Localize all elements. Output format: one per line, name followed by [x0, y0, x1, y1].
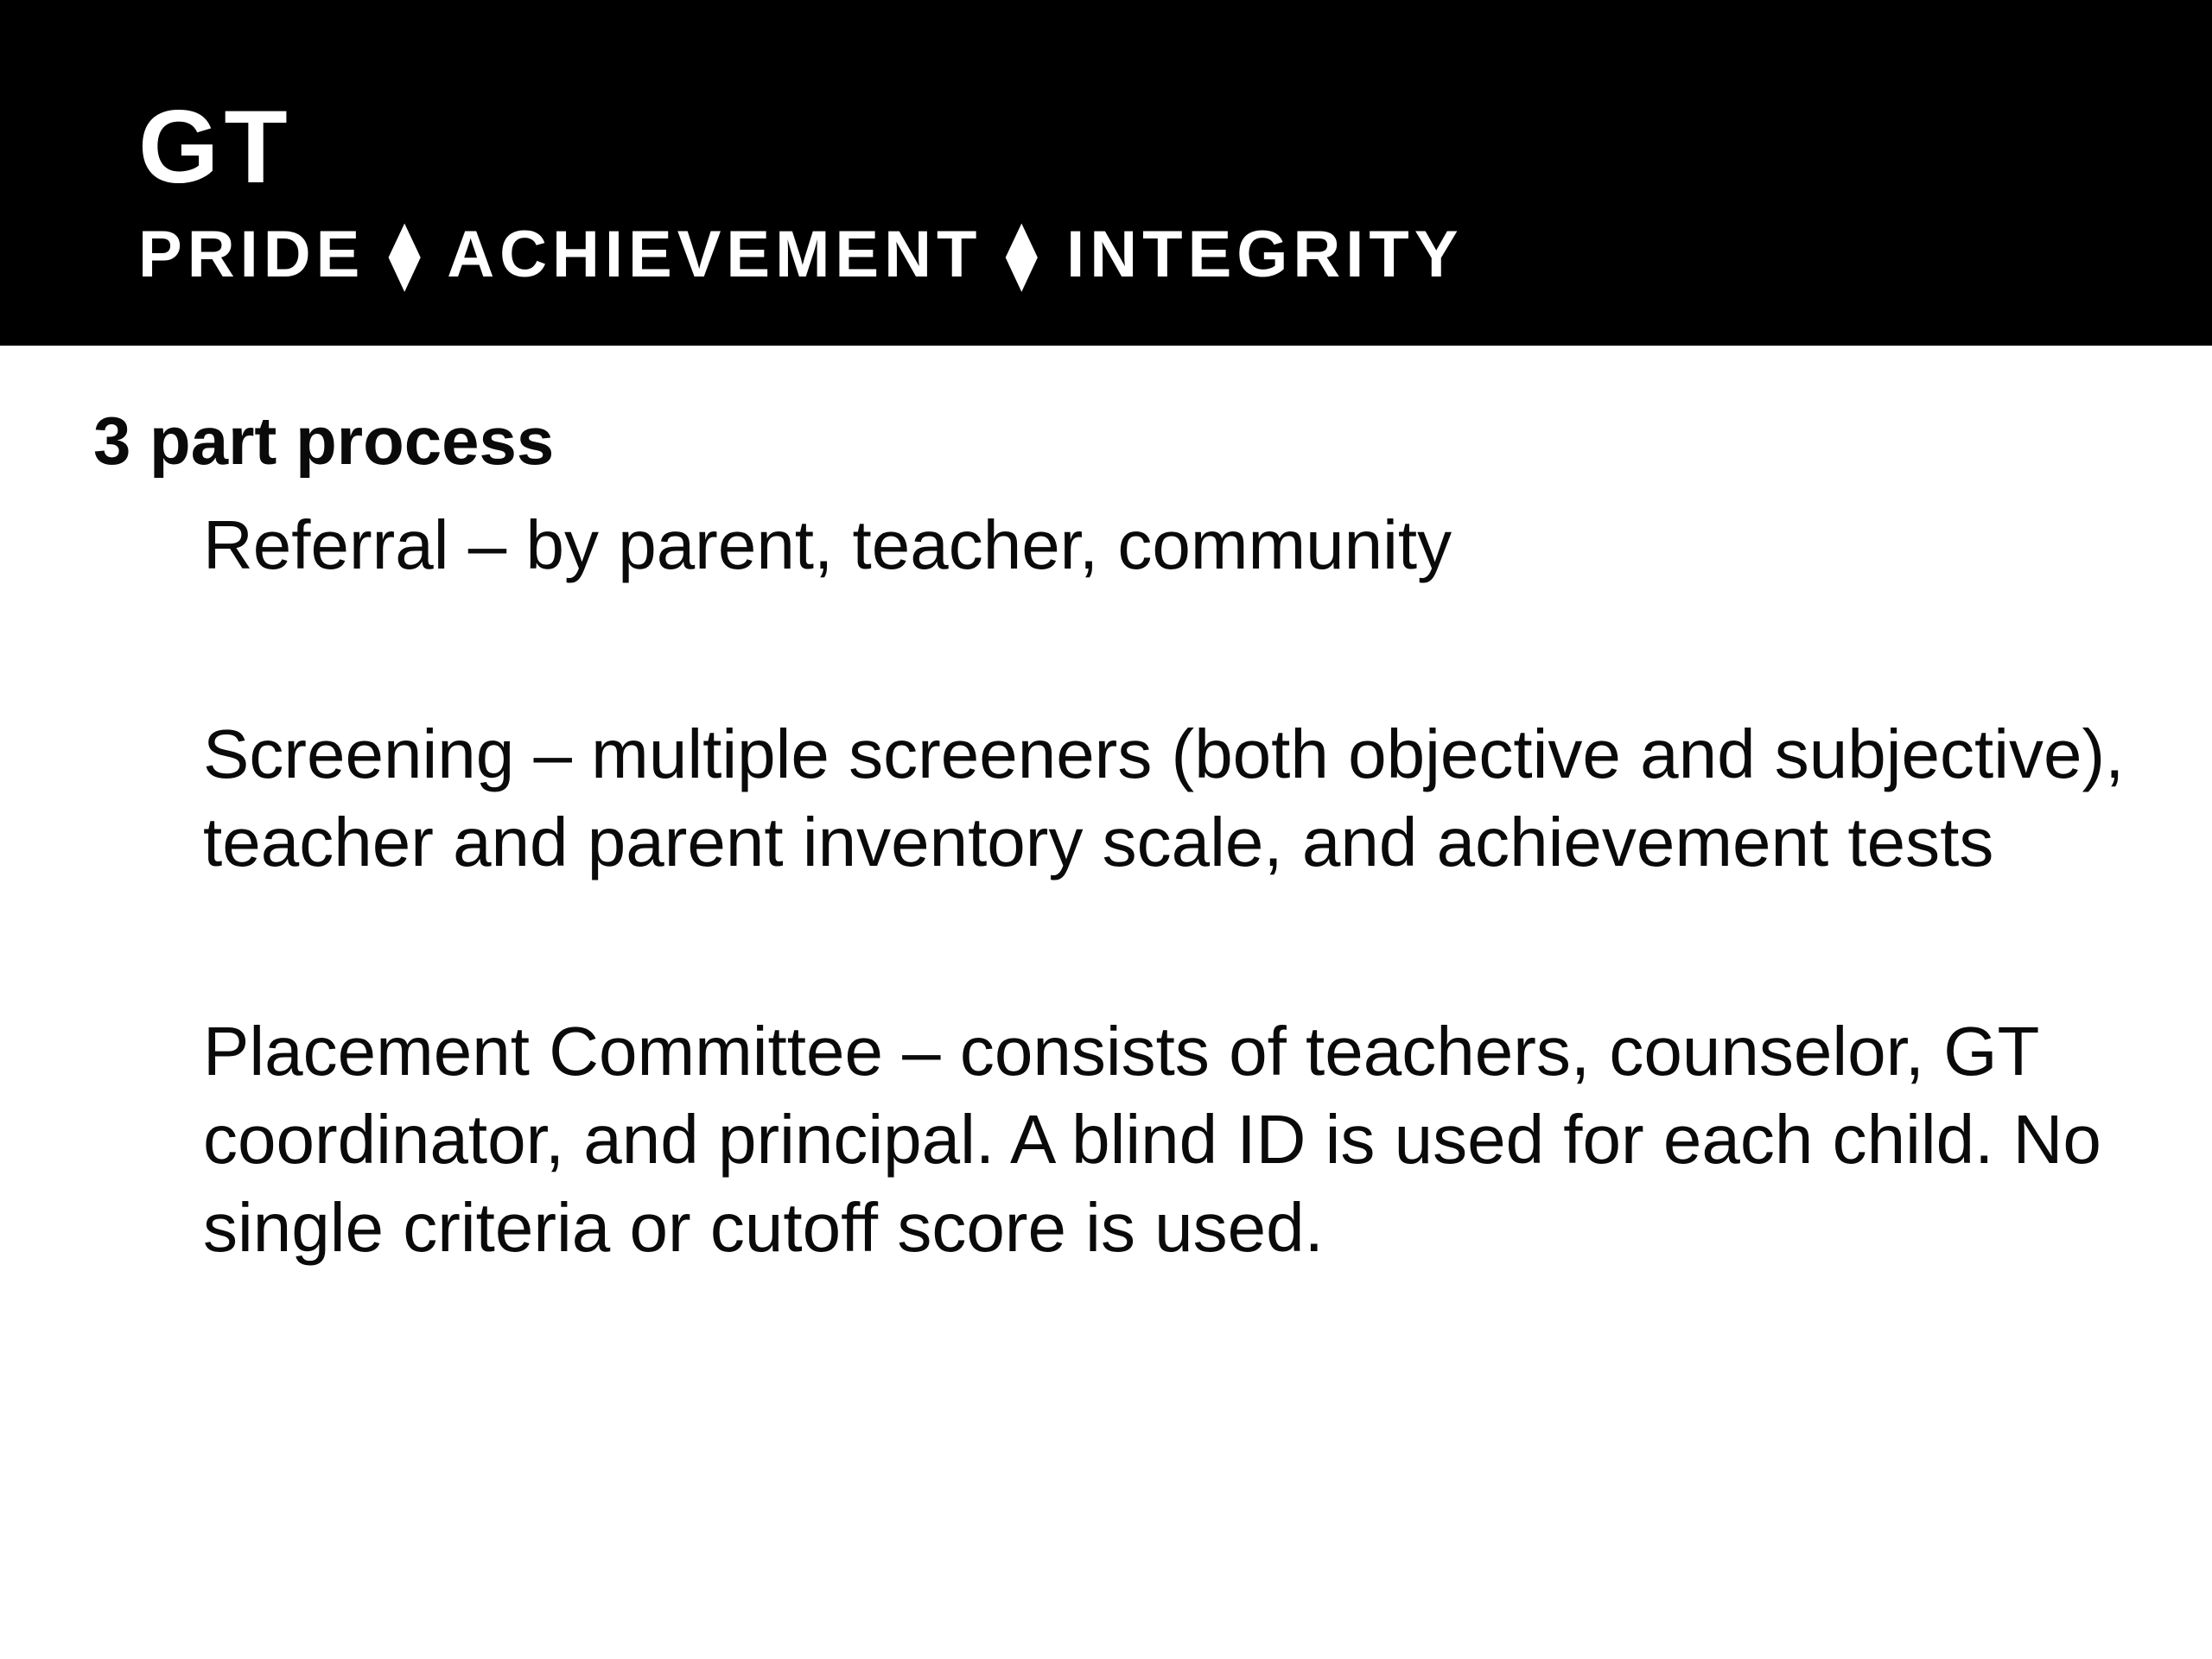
- slide-header: [0, 0, 2212, 346]
- process-item-placement-committee: Placement Committee – consists of teachers, counselor, GT coordinator, and principal. A blind ID is used for each child. No single criteria or cutoff score is used.: [203, 1013, 2101, 1266]
- section-heading: 3 part process: [93, 403, 555, 479]
- slide-subtitle: PRIDE ⧫ ACHIEVEMENT ⧫ INTEGRITY: [138, 218, 1464, 291]
- slide-body: [0, 346, 2212, 1659]
- process-item-referral: Referral – by parent, teacher, community: [203, 506, 1452, 583]
- slide-title: GT: [138, 89, 293, 205]
- process-list: [203, 501, 2139, 1272]
- process-item-screening: Screening – multiple screeners (both objective and subjective), teacher and parent inventory scale, and achievement tests: [203, 715, 2125, 880]
